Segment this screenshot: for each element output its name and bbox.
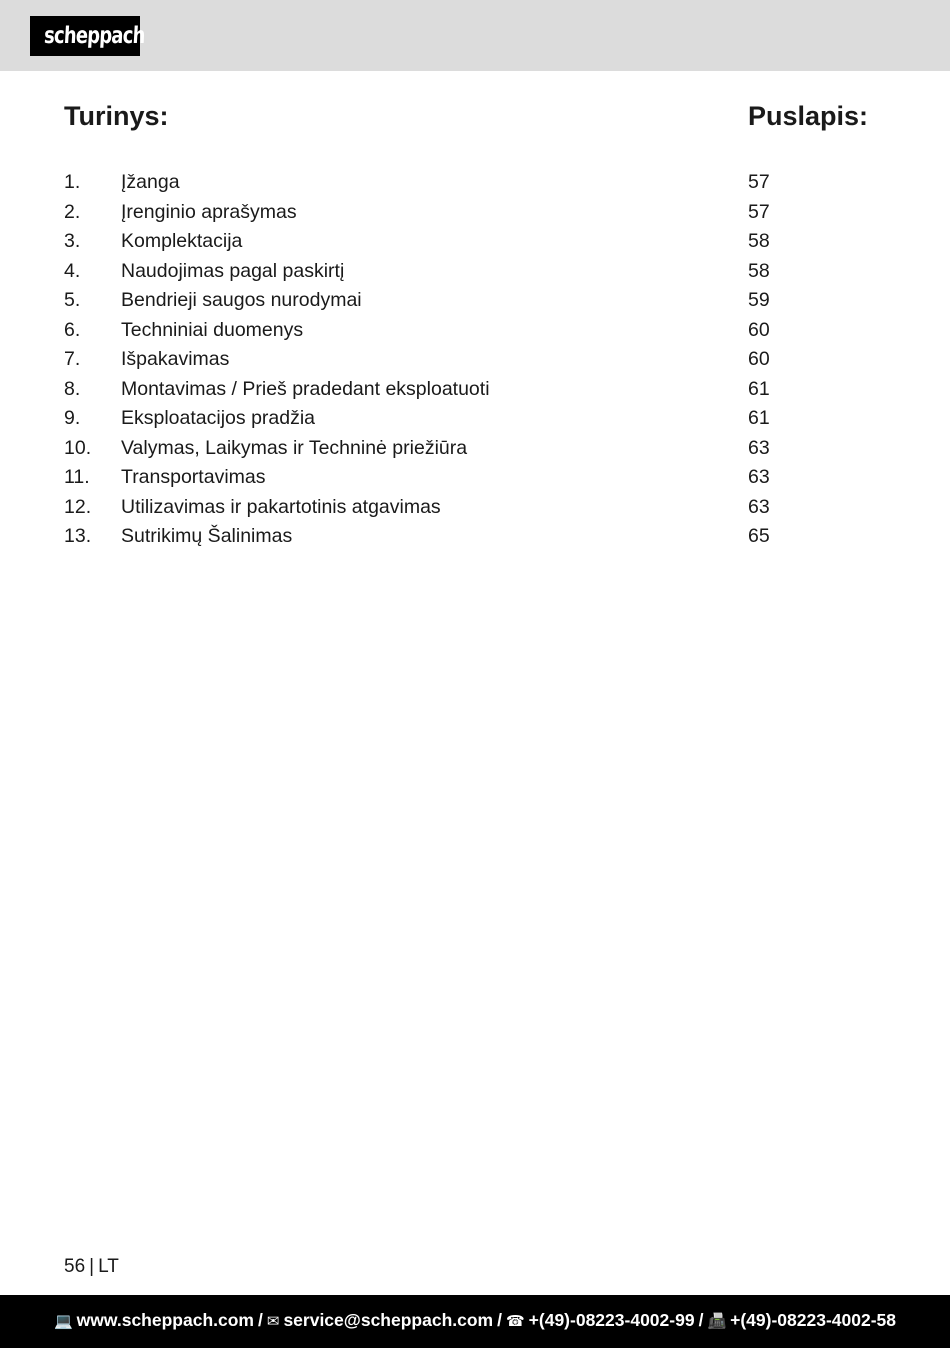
toc-entry-number: 12. [64,495,92,518]
toc-entry-title: Komplektacija [121,230,243,252]
footer-separator: / [698,1310,704,1330]
logo-text: scheppach [43,23,146,49]
toc-entry-page: 63 [748,466,770,488]
toc-entry-number: 13. [64,525,92,547]
footer-email-link[interactable]: service@scheppach.com [283,1310,494,1330]
footer-contact-bar [0,1295,950,1348]
toc-entry[interactable] [64,493,884,523]
toc-entry[interactable] [64,375,884,405]
language-code: LT [98,1256,119,1277]
toc-entry-number: 4. [64,259,81,282]
toc-entry-number: 5. [64,289,81,311]
toc-entry-title: Įrenginio aprašymas [121,200,297,223]
toc-entry-page: 57 [748,200,770,223]
toc-entry-title: Valymas, Laikymas ir Techninė priežiūra [121,436,468,459]
toc-entry-title: Sutrikimų Šalinimas [121,525,293,547]
toc-entry[interactable] [64,227,884,257]
toc-entry-page: 59 [748,289,770,311]
footer-separator: / [257,1310,263,1330]
toc-entry-number: 3. [64,230,81,252]
toc-entry-page: 63 [748,495,770,518]
toc-entry-title: Išpakavimas [121,348,230,370]
page-separator: | [89,1256,95,1277]
page-column-heading: Puslapis: [748,101,869,131]
toc-entry-title: Techniniai duomenys [121,318,304,341]
toc-entry[interactable] [64,463,884,493]
toc-entry-number: 7. [64,348,81,370]
contents-heading: Turinys: [64,101,169,131]
toc-entry-title: Utilizavimas ir pakartotinis atgavimas [121,495,441,518]
scheppach-logo [30,16,146,56]
toc-entry-number: 9. [64,407,81,429]
toc-entry[interactable] [64,434,884,464]
toc-entry-title: Montavimas / Prieš pradedant eksploatuoti [121,377,490,400]
toc-entry-title: Įžanga [121,171,180,193]
toc-entry-page: 60 [748,318,770,341]
fax-icon: 📠 [707,1313,727,1330]
toc-entry-title: Transportavimas [121,466,266,488]
toc-entry[interactable] [64,345,884,375]
toc-entry[interactable] [64,404,884,434]
footer-separator: / [497,1310,502,1330]
phone-icon: ☎ [505,1313,525,1330]
footer-fax: +(49)-08223-4002-58 [730,1310,897,1330]
page-number: 56 [64,1256,86,1277]
toc-entry-page: 57 [748,171,770,193]
toc-entry[interactable] [64,286,884,316]
mail-icon: ✉ [266,1313,280,1330]
toc-entry-page: 58 [748,230,770,252]
toc-entry-number: 10. [64,436,92,459]
toc-entry-title: Bendrieji saugos nurodymai [121,289,362,311]
toc-entry-number: 8. [64,377,81,400]
toc-entry[interactable] [64,522,884,552]
header-band [0,0,950,71]
toc-entry-number: 11. [64,466,90,488]
toc-entry-number: 6. [64,318,81,341]
toc-entry-page: 61 [748,377,770,400]
footer-phone: +(49)-08223-4002-99 [528,1310,695,1330]
toc-entry-number: 1. [64,171,81,193]
toc-entry-title: Naudojimas pagal paskirtį [121,259,345,282]
toc-entry-page: 61 [748,407,770,429]
toc-entry-title: Eksploatacijos pradžia [121,407,316,429]
toc-entry-page: 58 [748,259,770,282]
toc-entry-page: 65 [748,525,770,547]
toc-entry-page: 63 [748,436,770,459]
toc-entry[interactable] [64,198,884,228]
toc-entry[interactable] [64,168,884,198]
page-indicator [64,1256,119,1278]
toc-entry-number: 2. [64,200,81,223]
table-of-contents [64,168,884,552]
toc-entry[interactable] [64,257,884,287]
toc-entry[interactable] [64,316,884,346]
footer-website-link[interactable]: www.scheppach.com [76,1310,254,1330]
toc-entry-page: 60 [748,348,770,370]
computer-icon: 💻 [53,1313,73,1330]
